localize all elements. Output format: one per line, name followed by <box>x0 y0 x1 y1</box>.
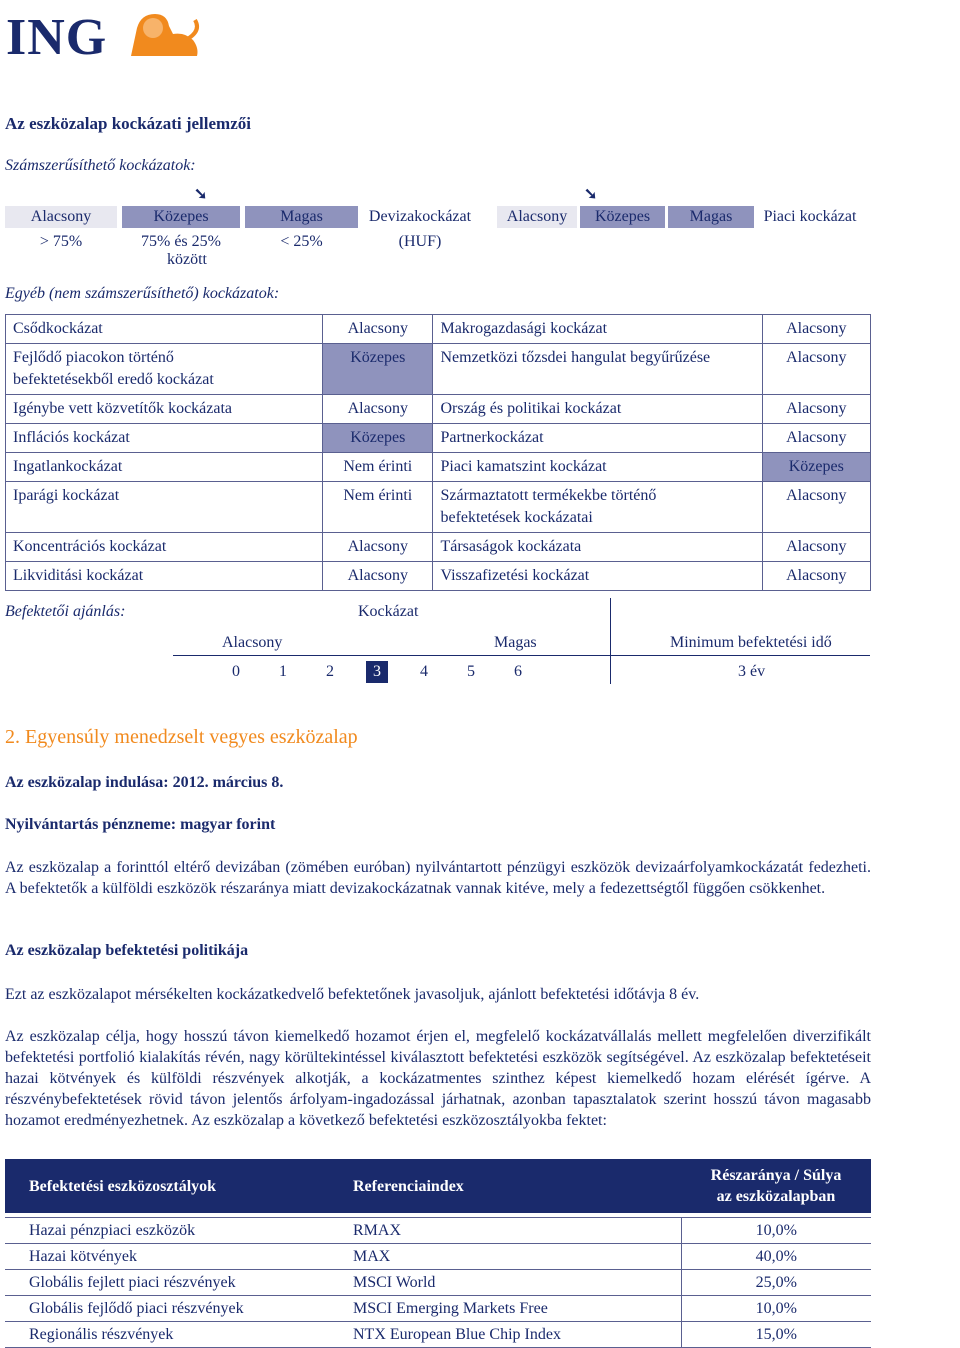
table-row <box>6 453 871 482</box>
asset-class: Globális fejlődő piaci részvények <box>5 1296 329 1322</box>
table-row <box>6 395 871 424</box>
risk-name: Partnerkockázat <box>433 424 762 453</box>
risk-value: Alacsony <box>762 344 870 395</box>
currency-level-high: Magas <box>245 206 358 228</box>
market-level-high: Magas <box>668 206 754 228</box>
risk-value: Közepes <box>323 424 433 453</box>
risk-value: Közepes <box>762 453 870 482</box>
asset-class: Regionális részvények <box>5 1322 329 1348</box>
risk-name: Visszafizetési kockázat <box>433 562 762 591</box>
risk-name: Iparági kockázat <box>6 482 323 533</box>
risk-value: Alacsony <box>762 395 870 424</box>
risk-value: Alacsony <box>323 395 433 424</box>
currency-risk-name: Devizakockázat <box>368 208 472 225</box>
risk-name: Koncentrációs kockázat <box>6 533 323 562</box>
scale-low-label: Alacsony <box>222 634 283 651</box>
quantifiable-label: Számszerűsíthető kockázatok: <box>5 157 196 174</box>
policy-paragraph-1: Ezt az eszközalapot mérsékelten kockázatkedvelő befektetőnek javasoljuk, ajánlott befektetési időtávja 8 év. <box>5 986 700 1003</box>
risk-value: Alacsony <box>323 533 433 562</box>
header-benchmark: Referenciaindex <box>329 1159 681 1213</box>
other-risks-label: Egyéb (nem számszerűsíthető) kockázatok: <box>5 285 280 302</box>
risk-value: Alacsony <box>762 482 870 533</box>
table-row <box>5 1296 871 1322</box>
weight: 10,0% <box>681 1218 871 1244</box>
benchmark: NTX European Blue Chip Index <box>329 1322 681 1348</box>
fund-title: 2. Egyensúly menedzselt vegyes eszközalap <box>5 726 358 748</box>
allocation-table <box>5 1159 871 1348</box>
risk-value: Nem érinti <box>323 453 433 482</box>
table-row <box>5 1322 871 1348</box>
asset-class: Hazai kötvények <box>5 1244 329 1270</box>
recommendation-label: Befektetői ajánlás: <box>5 603 126 620</box>
risk-name: Társaságok kockázata <box>433 533 762 562</box>
currency-level-mid: Közepes <box>122 206 240 228</box>
risk-value: Alacsony <box>323 315 433 344</box>
currency-line: Nyilvántartás pénzneme: magyar forint <box>5 816 276 833</box>
arrow-down-right-icon: ➘ <box>584 186 598 203</box>
weight: 15,0% <box>681 1322 871 1348</box>
table-header-row <box>5 1159 871 1213</box>
table-row <box>5 1244 871 1270</box>
table-row <box>6 533 871 562</box>
currency-level-low: Alacsony <box>5 206 117 228</box>
scale-value: 4 <box>420 663 428 680</box>
header-weight: Részaránya / Súlya az eszközalapban <box>681 1159 871 1213</box>
risk-name: Inflációs kockázat <box>6 424 323 453</box>
risk-name: Származtatott termékekbe történő befektetések kockázatai <box>433 482 762 533</box>
threshold-mid-2: között <box>167 251 207 268</box>
market-risk-name: Piaci kockázat <box>763 208 857 225</box>
currency-unit: (HUF) <box>398 233 442 250</box>
risk-name: Nemzetközi tőzsdei hangulat begyűrűzése <box>433 344 762 395</box>
min-period-label: Minimum befektetési idő <box>670 634 832 651</box>
benchmark: RMAX <box>329 1218 681 1244</box>
currency-paragraph: Az eszközalap a forinttól eltérő devizában (zömében euróban) nyilvántartott pénzügyi eszközök devizaárfolyamkockázatát fedezheti. A befektetők a külföldi eszközök részaránya miatt devizakockázatnak vannak kitéve, mely a fedezettségtől függően csökkenhet. <box>5 859 871 897</box>
table-row <box>6 482 871 533</box>
threshold-mid: 75% és 25% <box>141 233 221 250</box>
arrow-down-right-icon: ➘ <box>194 186 208 203</box>
scale-value: 1 <box>279 663 287 680</box>
min-period-value: 3 év <box>738 663 766 680</box>
risk-value: Alacsony <box>762 424 870 453</box>
risk-value: Közepes <box>323 344 433 395</box>
risk-name: Csődkockázat <box>6 315 323 344</box>
scale-high-label: Magas <box>494 634 537 651</box>
risk-value: Alacsony <box>323 562 433 591</box>
weight: 10,0% <box>681 1296 871 1322</box>
risk-value: Nem érinti <box>323 482 433 533</box>
weight: 25,0% <box>681 1270 871 1296</box>
risk-table <box>5 314 871 591</box>
lion-icon <box>123 8 203 60</box>
scale-value: 6 <box>514 663 522 680</box>
risk-name: Piaci kamatszint kockázat <box>433 453 762 482</box>
scale-value-selected: 3 <box>366 661 388 683</box>
policy-title: Az eszközalap befektetési politikája <box>5 942 249 959</box>
benchmark: MSCI Emerging Markets Free <box>329 1296 681 1322</box>
threshold-high: < 25% <box>280 233 323 250</box>
scale-divider <box>610 598 611 684</box>
table-row <box>6 315 871 344</box>
risk-section-title: Az eszközalap kockázati jellemzői <box>5 114 251 133</box>
risk-value: Alacsony <box>762 562 870 591</box>
launch-date: Az eszközalap indulása: 2012. március 8. <box>5 774 284 791</box>
risk-name: Igénybe vett közvetítők kockázata <box>6 395 323 424</box>
scale-line <box>173 655 870 656</box>
policy-paragraph-2: Az eszközalap célja, hogy hosszú távon kiemelkedő hozamot érjen el, megfelelő kockázatvállalás mellett megfelelően diverzifikált befektetési portfolió kialakítás révén, nagy körültekintéssel kiválasztott befektetési eszközök segítségével. Az eszközalap befektetéseit hazai kötvények és külföldi részvények alkotják, a kockázatmentes szinthez képest kiemelkedő hozam elérését ígérve. A részvénybefektetések rövid távon jelentős árfolyam-ingadozással járhatnak, azonban tapasztalatok szerint hosszú távon magasabb hozamot eredményezhetnek. Az eszközalap a következő befektetési eszközosztályokba fektet: <box>5 1028 871 1129</box>
table-row <box>6 344 871 395</box>
market-level-mid: Közepes <box>580 206 665 228</box>
asset-class: Hazai pénzpiaci eszközök <box>5 1218 329 1244</box>
risk-value: Alacsony <box>762 533 870 562</box>
risk-name: Ország és politikai kockázat <box>433 395 762 424</box>
header-asset-class: Befektetési eszközosztályok <box>5 1159 329 1213</box>
risk-name: Likviditási kockázat <box>6 562 323 591</box>
table-row <box>5 1218 871 1244</box>
scale-value: 5 <box>467 663 475 680</box>
risk-name: Ingatlankockázat <box>6 453 323 482</box>
table-row <box>6 562 871 591</box>
risk-name: Makrogazdasági kockázat <box>433 315 762 344</box>
scale-value: 2 <box>326 663 334 680</box>
table-row <box>5 1270 871 1296</box>
risk-name: Fejlődő piacokon történő befektetésekből eredő kockázat <box>6 344 323 395</box>
market-level-low: Alacsony <box>497 206 577 228</box>
table-row <box>6 424 871 453</box>
benchmark: MAX <box>329 1244 681 1270</box>
threshold-low: > 75% <box>39 233 83 250</box>
weight: 40,0% <box>681 1244 871 1270</box>
ing-logo <box>6 8 203 66</box>
scale-value: 0 <box>232 663 240 680</box>
asset-class: Globális fejlett piaci részvények <box>5 1270 329 1296</box>
benchmark: MSCI World <box>329 1270 681 1296</box>
logo-text: ING <box>6 9 108 66</box>
risk-header: Kockázat <box>358 603 419 620</box>
risk-value: Alacsony <box>762 315 870 344</box>
